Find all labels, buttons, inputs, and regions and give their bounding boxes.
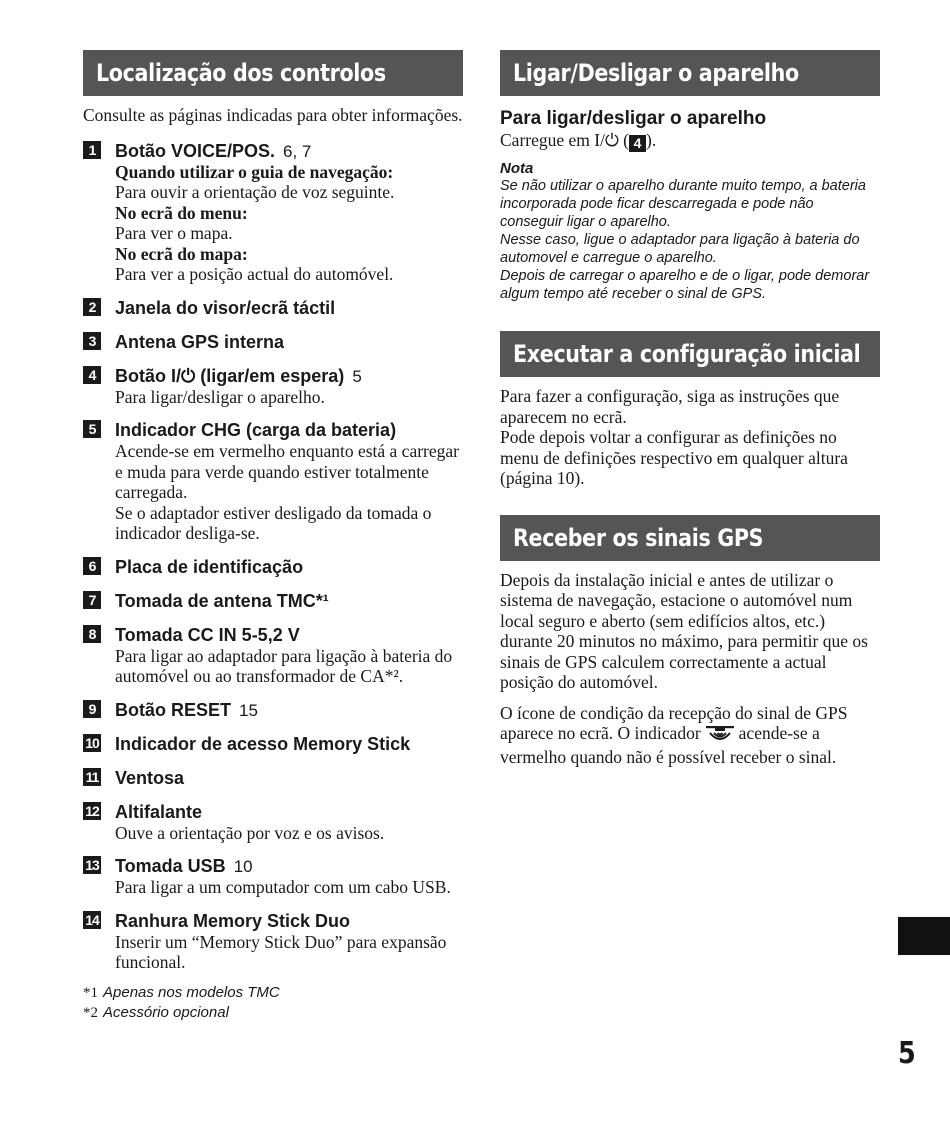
item-title-text: Botão I/⏻ (ligar/em espera) (115, 365, 345, 386)
footnotes (83, 983, 463, 1023)
power-instruction: Carregue em I/⏻ ( 4 ). (500, 130, 657, 151)
control-item-9 (83, 699, 463, 721)
right-column (500, 50, 880, 767)
item-number-badge: 8 (83, 625, 101, 643)
control-item-7 (83, 590, 463, 612)
item-number-badge: 5 (83, 420, 101, 438)
item-number-badge: 1 (83, 141, 101, 159)
control-item-5 (83, 419, 463, 544)
item-title (115, 767, 463, 789)
item-description: Para ver a posição actual do automóvel. (115, 264, 394, 284)
item-title (115, 590, 463, 612)
control-item-2 (83, 297, 463, 319)
item-number-badge: 10 (83, 734, 101, 752)
item-number-badge: 3 (83, 332, 101, 350)
item-title-text: Placa de identificação (115, 556, 304, 577)
item-title-text: Botão RESET (115, 699, 232, 720)
item-number-badge: 9 (83, 700, 101, 718)
item-description: Para ligar/desligar o aparelho. (115, 386, 325, 407)
item-number-badge: 2 (83, 298, 101, 316)
item-title-text: Altifalante (115, 801, 203, 822)
item-description: Ouve a orientação por voz e os avisos. (115, 822, 385, 843)
item-number-badge: 13 (83, 856, 101, 874)
item-title (115, 910, 463, 932)
item-page-ref: 10 (233, 857, 253, 876)
item-context-heading: No ecrã do menu: (115, 202, 248, 223)
ref-number-4: 4 (629, 135, 646, 152)
item-title-text: Tomada USB (115, 856, 226, 876)
item-description: Para ligar a um computador com um cabo USB. (115, 877, 451, 897)
item-title (115, 365, 463, 387)
item-context-heading: No ecrã do mapa: (115, 243, 248, 264)
item-title (115, 801, 463, 823)
item-description: Inserir um “Memory Stick Duo” para expansão funcional. (115, 931, 447, 972)
item-number-badge: 6 (83, 557, 101, 575)
section-heading-controls: Localização dos controlos (83, 50, 463, 96)
item-title-text: Indicador CHG (carga da bateria) (115, 420, 397, 440)
item-description: Para ver o mapa. (115, 223, 233, 243)
section-heading-power: Ligar/Desligar o aparelho (500, 50, 880, 96)
note-line-3: Depois de carregar o aparelho e de o ligar, pode demorar algum tempo até receber o sinal de GPS. (500, 268, 870, 302)
item-context-heading: Quando utilizar o guia de navegação: (115, 161, 394, 182)
item-title-text: Botão VOICE/POS. (115, 140, 276, 161)
footnote-1: *1 Apenas nos modelos TMC (83, 983, 280, 1001)
control-item-8 (83, 624, 463, 687)
control-item-4 (83, 365, 463, 408)
item-number-badge: 4 (83, 366, 101, 384)
item-title (115, 419, 463, 441)
item-title-text: Tomada de antena TMC*¹ (115, 590, 329, 611)
item-number-badge: 11 (83, 768, 101, 786)
item-number-badge: 14 (83, 911, 101, 929)
control-item-12 (83, 801, 463, 844)
item-title (115, 624, 463, 646)
controls-list (83, 140, 463, 973)
item-page-ref: 5 (352, 366, 362, 386)
item-description: Se o adaptador estiver desligado da tomada o indicador desliga-se. (115, 502, 432, 543)
item-description: Para ouvir a orientação de voz seguinte. (115, 182, 395, 202)
item-title (115, 699, 463, 721)
gps-paragraph-1: Depois da instalação inicial e antes de utilizar o sistema de navegação, estacione o automóvel num local seguro e aberto (sem edifícios altos, etc.) durante 20 minutos no máximo, para permitir que os sinais de GPS calculem correctamente a actual posição do automóvel. (500, 569, 868, 692)
item-description: Acende-se em vermelho enquanto está a carregar e muda para verde quando estiver totalmente carregada. (115, 441, 459, 502)
left-column (83, 50, 463, 1023)
item-title-text: Ranhura Memory Stick Duo (115, 910, 351, 931)
note-line-1: Se não utilizar o aparelho durante muito tempo, a bateria incorporada pode ficar descarregada e pode não conseguir ligar o aparelho. (500, 178, 866, 230)
item-title (115, 556, 463, 578)
control-item-6 (83, 556, 463, 578)
section-heading-setup: Executar a configuração inicial (500, 331, 880, 377)
setup-paragraph-2: Pode depois voltar a configurar as definições no menu de definições respectivo em qualquer altura (página 10). (500, 427, 848, 488)
item-title-text: Janela do visor/ecrã táctil (115, 297, 336, 318)
control-item-14 (83, 910, 463, 973)
control-item-10 (83, 733, 463, 755)
item-number-badge: 7 (83, 591, 101, 609)
control-item-3 (83, 331, 463, 353)
setup-paragraph-1: Para fazer a configuração, siga as instruções que aparecem no ecrã. (500, 386, 840, 427)
page-number: 5 (898, 1036, 916, 1071)
item-title-text: Indicador de acesso Memory Stick (115, 733, 411, 754)
item-title-text: Antena GPS interna (115, 331, 285, 352)
gps-signal-icon (705, 725, 735, 747)
item-title-text: Ventosa (115, 767, 185, 788)
item-title (115, 297, 463, 319)
note-line-2: Nesse caso, ligue o adaptador para ligação à bateria do automovel e carregue o aparelho. (500, 232, 860, 266)
control-item-1 (83, 140, 463, 285)
item-title-text: Tomada CC IN 5-5,2 V (115, 624, 300, 645)
section-heading-gps: Receber os sinais GPS (500, 515, 880, 561)
footnote-2: *2 Acessório opcional (83, 1003, 229, 1021)
item-page-ref: 6, 7 (283, 141, 312, 161)
item-page-ref: 15 (239, 700, 258, 720)
gps-paragraph-2: O ícone de condição da recepção do sinal de GPS aparece no ecrã. O indicador acende-se a vermelho quando não é possível receber o sinal. (500, 702, 848, 767)
item-description: Para ligar ao adaptador para ligação à bateria do automóvel ou ao transformador de CA*². (115, 645, 453, 686)
item-title (115, 331, 463, 353)
controls-intro: Consulte as páginas indicadas para obter informações. (83, 105, 463, 125)
item-number-badge: 12 (83, 802, 101, 820)
item-title (115, 855, 463, 877)
item-title (115, 140, 463, 162)
control-item-13 (83, 855, 463, 898)
item-title (115, 733, 463, 755)
power-subheading: Para ligar/desligar o aparelho (500, 108, 767, 129)
note-title: Nota (500, 160, 534, 177)
control-item-11 (83, 767, 463, 789)
section-tab-marker (898, 917, 950, 955)
